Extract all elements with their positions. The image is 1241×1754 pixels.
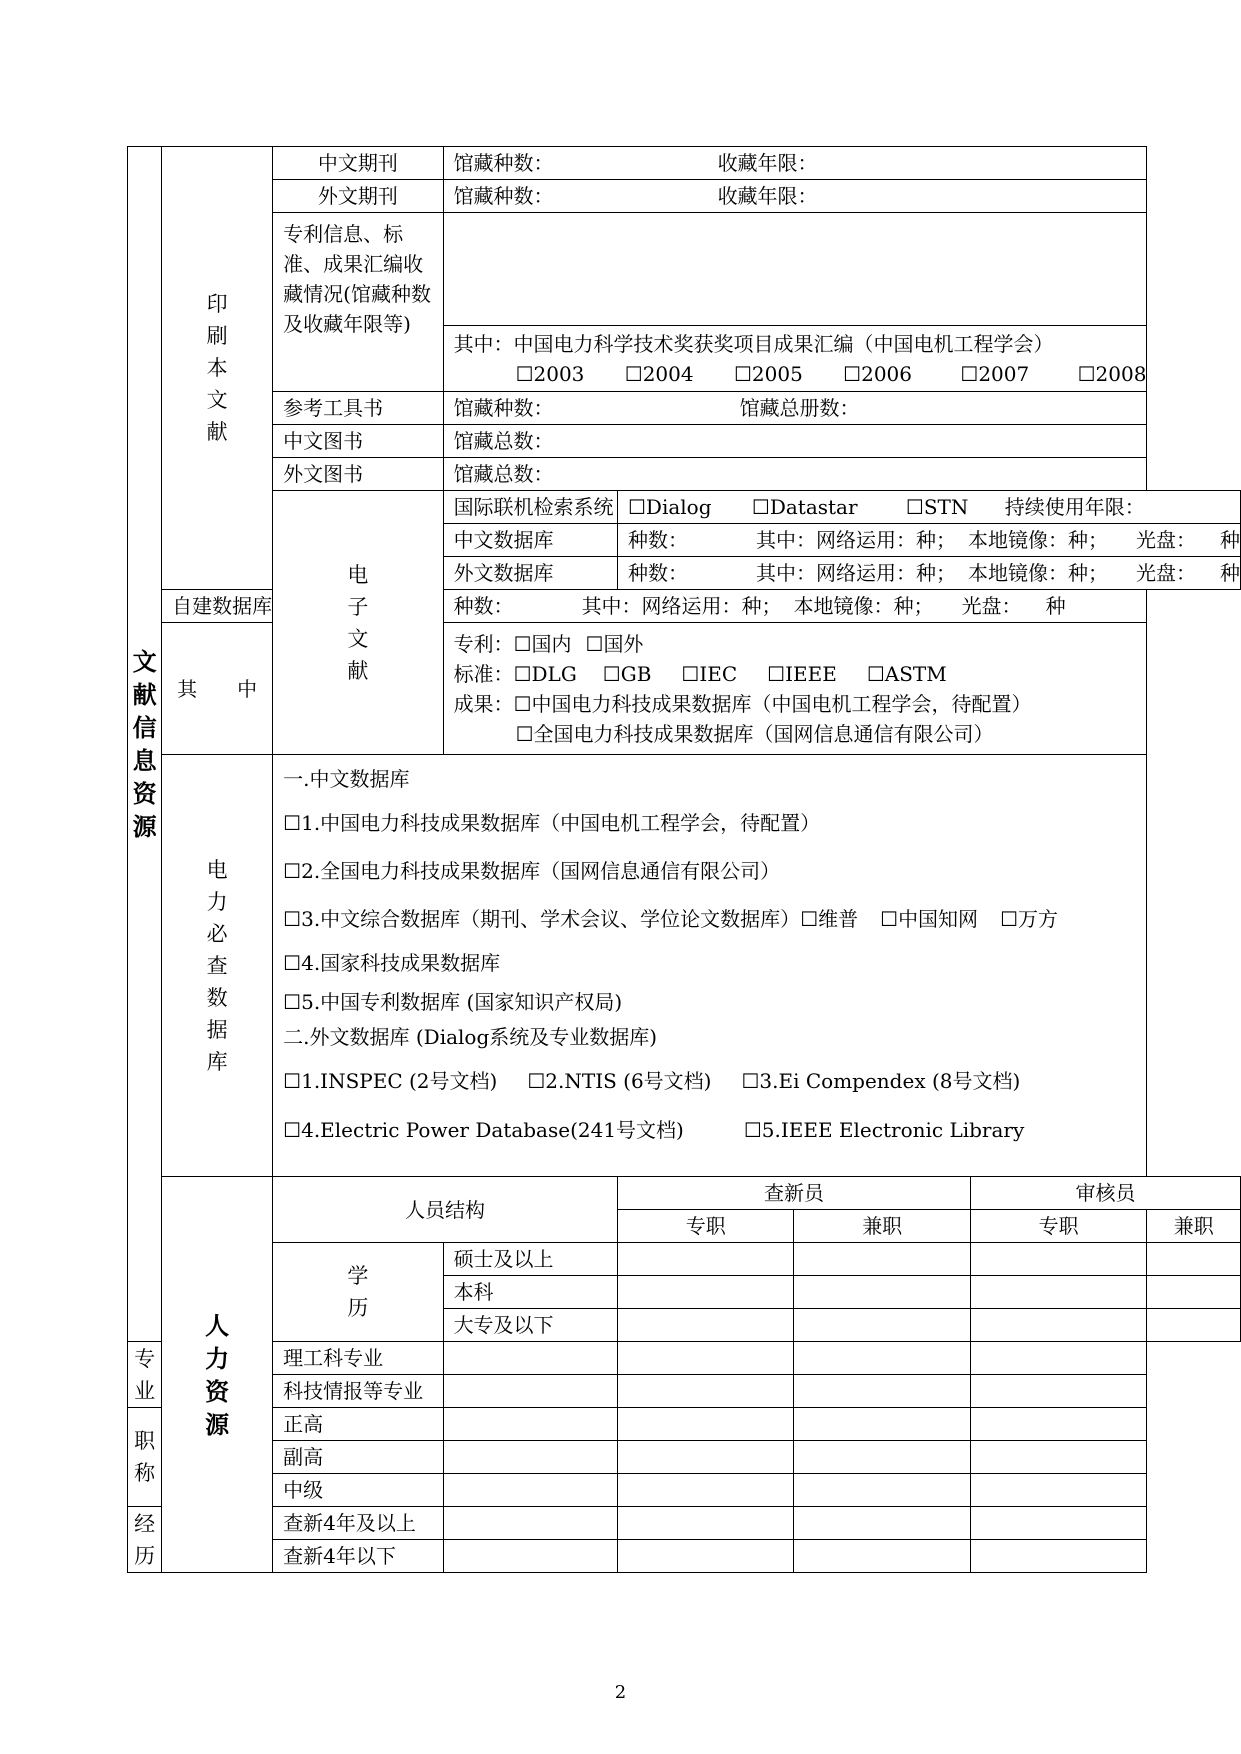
- cn-db-label: 中文数据库: [443, 524, 617, 557]
- gb-checkbox[interactable]: [603, 662, 621, 686]
- astm-checkbox[interactable]: [867, 662, 885, 686]
- cn-books-info: 馆藏总数：: [443, 425, 1147, 458]
- power-fn-checkbox[interactable]: [744, 1118, 762, 1142]
- hr-cell[interactable]: [443, 1507, 617, 1540]
- ieee-checkbox[interactable]: [767, 662, 785, 686]
- cn-journal-label: 中文期刊: [273, 147, 443, 180]
- hr-row-label: 硕士及以上: [443, 1243, 617, 1276]
- hr-cell[interactable]: [970, 1408, 1147, 1441]
- award-compilation-cell: 其中：中国电力科学技术奖获奖项目成果汇编（中国电机工程学会） ☐ 2003 ☐ 2004 ☐ 2005 ☐ 2006 ☐ 2007 ☐ 2008: [443, 326, 1147, 392]
- hr-cell[interactable]: [970, 1276, 1147, 1309]
- hr-cell[interactable]: [617, 1309, 793, 1342]
- hr-cell[interactable]: [617, 1441, 793, 1474]
- hr-cell[interactable]: [794, 1342, 970, 1375]
- hr-cell[interactable]: [970, 1342, 1147, 1375]
- auditor-parttime-header: 兼职: [1147, 1210, 1241, 1243]
- hr-cell[interactable]: [794, 1540, 970, 1573]
- year-checkbox[interactable]: [960, 362, 978, 386]
- power-group-label: 电力必查数据库: [162, 755, 273, 1177]
- checker-parttime-header: 兼职: [794, 1210, 970, 1243]
- datastar-checkbox[interactable]: [752, 495, 770, 519]
- power-cn-checkbox[interactable]: [283, 859, 301, 883]
- foreign-checkbox[interactable]: [586, 632, 604, 656]
- intl-system-options: ☐ Dialog ☐ Datastar ☐ STN 持续使用年限：: [617, 491, 1240, 524]
- power-cn-checkbox[interactable]: [283, 811, 301, 835]
- power-fn-checkbox[interactable]: [283, 1069, 301, 1093]
- hr-row-label: 理工科专业: [273, 1342, 443, 1375]
- cee-db-checkbox[interactable]: [514, 692, 532, 716]
- fn-books-info: 馆藏总数：: [443, 458, 1147, 491]
- cn-db-info: 种数： 其中：网络运用：种； 本地镜像：种； 光盘： 种: [617, 524, 1240, 557]
- hr-cell[interactable]: [794, 1309, 970, 1342]
- fn-journal-label: 外文期刊: [273, 180, 443, 213]
- cnki-checkbox[interactable]: [880, 907, 898, 931]
- hr-cell[interactable]: [794, 1408, 970, 1441]
- fn-db-label: 外文数据库: [443, 557, 617, 590]
- hr-cell[interactable]: [794, 1474, 970, 1507]
- hr-cell[interactable]: [970, 1309, 1147, 1342]
- hr-cell[interactable]: [794, 1507, 970, 1540]
- self-db-label: 自建数据库: [162, 590, 273, 623]
- checker-header: 查新员: [617, 1177, 970, 1210]
- hr-row-label: 正高: [273, 1408, 443, 1441]
- page-number: 2: [614, 1682, 627, 1703]
- cn-books-label: 中文图书: [273, 425, 443, 458]
- power-fn-checkbox[interactable]: [741, 1069, 759, 1093]
- intl-system-label: 国际联机检索系统: [443, 491, 617, 524]
- print-group-label: 印刷本文献: [162, 147, 273, 590]
- year-checkbox[interactable]: [625, 362, 643, 386]
- power-fn-checkbox[interactable]: [527, 1069, 545, 1093]
- hr-cell[interactable]: [970, 1540, 1147, 1573]
- checker-fulltime-header: 专职: [617, 1210, 793, 1243]
- hr-cell[interactable]: [617, 1507, 793, 1540]
- fn-db-info: 种数： 其中：网络运用：种； 本地镜像：种； 光盘： 种: [617, 557, 1240, 590]
- cn-journal-info: 馆藏种数： 收藏年限：: [443, 147, 1147, 180]
- hr-cell[interactable]: [617, 1243, 793, 1276]
- domestic-checkbox[interactable]: [514, 632, 532, 656]
- hr-cell[interactable]: [970, 1474, 1147, 1507]
- hr-cell[interactable]: [794, 1375, 970, 1408]
- power-cn-checkbox[interactable]: [283, 907, 301, 931]
- resource-table: [127, 146, 1241, 1573]
- hr-row-label: 中级: [273, 1474, 443, 1507]
- year-checkbox[interactable]: [734, 362, 752, 386]
- iec-checkbox[interactable]: [681, 662, 699, 686]
- fn-journal-info: 馆藏种数： 收藏年限：: [443, 180, 1147, 213]
- patent-collection-label: 专利信息、标准、成果汇编收藏情况(馆藏种数及收藏年限等): [273, 213, 443, 392]
- hr-cell[interactable]: [443, 1375, 617, 1408]
- reference-label: 参考工具书: [273, 392, 443, 425]
- hr-cell[interactable]: [443, 1408, 617, 1441]
- fn-books-label: 外文图书: [273, 458, 443, 491]
- hr-row-label: 查新4年及以上: [273, 1507, 443, 1540]
- self-db-info: 种数： 其中：网络运用：种； 本地镜像：种； 光盘： 种: [443, 590, 1147, 623]
- power-db-list: 一.中文数据库 ☐ 1.中国电力科技成果数据库（中国电机工程学会，待配置） ☐ 2.全国电力科技成果数据库（国网信息通信有限公司） ☐ 3.中文综合数据库（期刊、学术会议、学位论文数据库）☐ 维普☐ 中国知网☐ 万方 ☐ 4.国家科技成果数据库 ☐ 5.中国专利数据库 (国家知识产权局) 二.外文数据库 (Dialog系统及专业数据库) ☐ 1.INSPEC (2号文档)☐ 2.NTIS (6号文档)☐ 3.Ei Compendex (8号文档) ☐ 4.Electric Power Database(241号文档)☐ 5.IEEE Electronic Library: [273, 755, 1147, 1177]
- hr-cell[interactable]: [443, 1540, 617, 1573]
- year-checkbox[interactable]: [516, 362, 534, 386]
- patent-collection-blank: [443, 213, 1147, 326]
- hr-row-label: 大专及以下: [443, 1309, 617, 1342]
- electronic-group-label: 电子文献: [273, 491, 443, 755]
- struct-label: 人员结构: [273, 1177, 618, 1243]
- hr-cell[interactable]: [617, 1375, 793, 1408]
- other-options: 专利：☐ 国内☐ 国外 标准：☐ DLG☐ GB☐ IEC☐ IEEE☐ ASTM 成果：☐ 中国电力科技成果数据库（中国电机工程学会，待配置） ☐ 全国电力科技成果数据库（国网信息通信有限公司）: [443, 623, 1147, 755]
- hr-cell[interactable]: [970, 1375, 1147, 1408]
- hr-cell[interactable]: [617, 1474, 793, 1507]
- hr-cell[interactable]: [970, 1243, 1147, 1276]
- hr-group-label: 学历: [273, 1243, 443, 1342]
- power-fn-checkbox[interactable]: [283, 1118, 301, 1142]
- hr-row-label: 本科: [443, 1276, 617, 1309]
- power-cn-checkbox[interactable]: [283, 990, 301, 1014]
- wanfang-checkbox[interactable]: [1000, 907, 1018, 931]
- hr-row-label: 副高: [273, 1441, 443, 1474]
- hr-cell[interactable]: [794, 1441, 970, 1474]
- power-cn-checkbox[interactable]: [283, 951, 301, 975]
- hr-cell[interactable]: [1147, 1309, 1241, 1342]
- section-literature-title: 文献信息资源: [128, 147, 162, 1342]
- sgcc-db-checkbox[interactable]: [516, 722, 534, 746]
- hr-cell[interactable]: [794, 1243, 970, 1276]
- reference-info: 馆藏种数： 馆藏总册数：: [443, 392, 1147, 425]
- hr-row-label: 科技情报等专业: [273, 1375, 443, 1408]
- hr-cell[interactable]: [617, 1276, 793, 1309]
- hr-group-label: 职称: [128, 1408, 162, 1507]
- auditor-fulltime-header: 专职: [970, 1210, 1147, 1243]
- hr-row-label: 查新4年以下: [273, 1540, 443, 1573]
- dlg-checkbox[interactable]: [514, 662, 532, 686]
- hr-cell[interactable]: [443, 1474, 617, 1507]
- hr-cell[interactable]: [617, 1408, 793, 1441]
- hr-cell[interactable]: [443, 1342, 617, 1375]
- year-checkbox[interactable]: [1078, 362, 1096, 386]
- year-checkbox[interactable]: [843, 362, 861, 386]
- hr-cell[interactable]: [1147, 1243, 1241, 1276]
- hr-cell[interactable]: [794, 1276, 970, 1309]
- vip-checkbox[interactable]: [800, 907, 818, 931]
- other-label: 其 中: [162, 623, 273, 755]
- dialog-checkbox[interactable]: [628, 495, 646, 519]
- hr-cell[interactable]: [617, 1342, 793, 1375]
- hr-cell[interactable]: [617, 1540, 793, 1573]
- hr-cell[interactable]: [1147, 1276, 1241, 1309]
- stn-checkbox[interactable]: [906, 495, 924, 519]
- hr-cell[interactable]: [970, 1507, 1147, 1540]
- section-hr-title: 人力资源: [162, 1177, 273, 1573]
- hr-cell[interactable]: [443, 1441, 617, 1474]
- auditor-header: 审核员: [970, 1177, 1240, 1210]
- hr-group-label: 专业: [128, 1342, 162, 1408]
- hr-cell[interactable]: [970, 1441, 1147, 1474]
- hr-group-label: 经历: [128, 1507, 162, 1573]
